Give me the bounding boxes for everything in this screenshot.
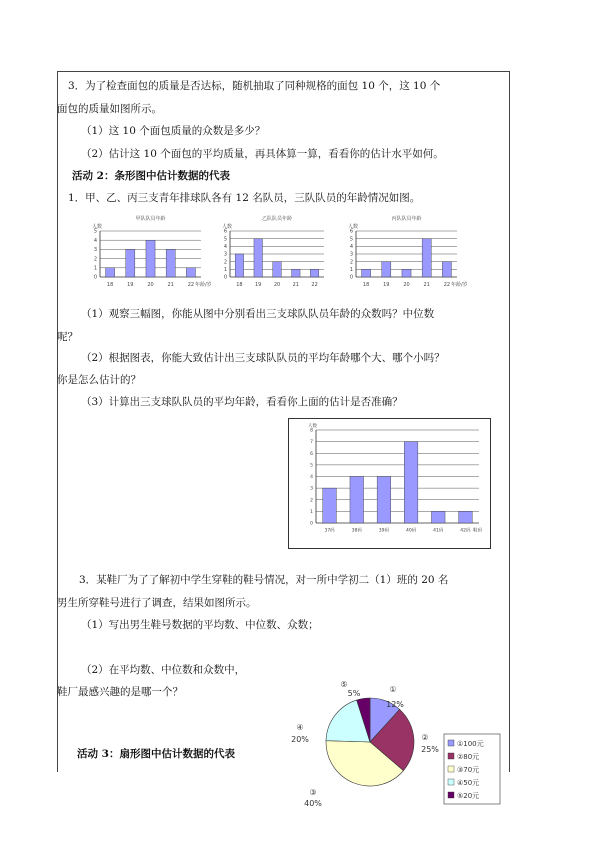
chart-title: 丙队队员年龄 — [391, 216, 422, 222]
activity2-q1a: （1）观察三幅图，你能从图中分别看出三支球队队员年龄的众数吗？中位数 — [81, 308, 435, 320]
legend-swatch — [448, 753, 454, 759]
chart-title: 甲队队员年龄 — [135, 216, 166, 222]
chart-team-c — [346, 213, 471, 293]
slice-label: ② — [421, 733, 429, 742]
bar — [310, 269, 318, 277]
activity2-q2b: 你是怎么估计的？ — [57, 374, 141, 386]
slice-percent: 25% — [421, 745, 439, 754]
activity3-title: 活动 3：扇形图中估计数据的代表 — [77, 748, 235, 760]
activity2-intro: 1．甲、乙、丙三支青年排球队各有 12 名队员，三队队员的年龄情况如图。 — [68, 192, 421, 204]
x-tick-label: 19 — [255, 282, 262, 288]
x-tick-label: 20 — [403, 282, 410, 288]
x-axis-label: 鞋码 — [473, 528, 482, 534]
q3-sub2: （2）估计这 10 个面包的平均质量，再具体算一算，看看你的估计水平如何。 — [81, 148, 444, 160]
shoe-intro2: 男生所穿鞋号进行了调查，结果如图所示。 — [57, 597, 257, 609]
legend-label: ③70元 — [457, 766, 480, 774]
x-tick-label: 41码 — [433, 528, 444, 534]
chart-team-b — [220, 213, 332, 293]
y-tick-label: 2 — [93, 256, 97, 263]
y-tick-label: 8 — [310, 428, 313, 434]
y-tick-label: 3 — [93, 247, 97, 254]
q3-line1: 3．为了检查面包的质量是否达标，随机抽取了同种规格的面包 10 个，这 10 个 — [68, 80, 441, 92]
activity2-q3: （3）计算出三支球队队员的平均年龄，看看你上面的估计是否准确？ — [81, 396, 403, 408]
y-axis-label: 人数 — [92, 224, 103, 230]
bar — [166, 249, 175, 277]
bar — [146, 240, 155, 277]
bar — [404, 442, 418, 523]
x-tick-label: 22 — [187, 282, 195, 288]
shoe-sub2b: 鞋厂最感兴趣的是哪一个？ — [57, 686, 183, 698]
x-tick-label: 21 — [292, 282, 299, 288]
x-tick-label: 40码 — [405, 528, 417, 534]
chart-title: 乙队队员年龄 — [261, 216, 293, 222]
slice-percent: 5% — [347, 689, 361, 698]
y-tick-label: 0 — [349, 274, 353, 281]
chart-price-pie — [280, 672, 505, 810]
y-axis-label: 人数 — [348, 224, 359, 230]
shoe-intro1: 3．某鞋厂为了了解初中学生穿鞋的鞋号情况，对一所中学初二（1）班的 20 名 — [79, 574, 449, 586]
y-tick-label: 5 — [223, 236, 227, 243]
bar — [431, 511, 445, 523]
legend-swatch — [448, 766, 454, 772]
chart-shoe-sizes — [288, 418, 491, 549]
x-tick-label: 22 — [311, 282, 318, 288]
legend-swatch — [448, 740, 454, 746]
x-tick-label: 21 — [167, 282, 174, 288]
slice-label: ⑤ — [340, 680, 348, 689]
activity2-title: 活动 2：条形图中估计数据的代表 — [72, 170, 230, 182]
bar — [422, 239, 431, 277]
x-tick-label: 19 — [127, 282, 134, 288]
y-tick-label: 4 — [310, 475, 313, 480]
activity2-q2a: （2）根据图表，你能大致估计出三支球队队员的平均年龄哪个大、哪个小吗？ — [81, 352, 445, 364]
legend-label: ①100元 — [457, 740, 484, 748]
y-tick-label: 5 — [349, 236, 353, 243]
legend-label: ②80元 — [457, 753, 480, 761]
x-tick-label: 18 — [106, 282, 114, 288]
y-tick-label: 0 — [310, 521, 313, 527]
y-tick-label: 4 — [349, 244, 353, 250]
slice-percent: 40% — [304, 799, 322, 808]
x-tick-label: 20 — [273, 282, 281, 288]
x-tick-label: 42码 — [460, 528, 471, 534]
bar — [362, 269, 371, 277]
y-tick-label: 3 — [349, 251, 353, 258]
bar — [106, 268, 115, 277]
x-tick-label: 20 — [147, 282, 154, 288]
y-tick-label: 2 — [349, 259, 353, 266]
bar — [382, 262, 391, 277]
y-tick-label: 6 — [310, 451, 313, 457]
y-tick-label: 4 — [223, 244, 227, 250]
slice-percent: 20% — [291, 735, 309, 744]
x-tick-label: 37码 — [324, 528, 335, 534]
x-tick-label: 18 — [362, 282, 370, 288]
bar — [350, 477, 364, 524]
y-axis-label: 人数 — [308, 424, 317, 429]
x-tick-label: 39码 — [378, 528, 390, 534]
legend-label: ⑤20元 — [457, 792, 480, 800]
bar — [126, 249, 135, 277]
y-tick-label: 1 — [223, 267, 227, 273]
y-tick-label: 6 — [349, 228, 353, 235]
x-tick-label: 19 — [383, 282, 390, 288]
x-axis-label: 年龄/岁 — [195, 282, 212, 288]
y-tick-label: 0 — [93, 274, 97, 281]
y-tick-label: 0 — [223, 274, 227, 281]
y-tick-label: 1 — [93, 265, 97, 272]
bar — [235, 254, 243, 277]
slice-label: ① — [389, 685, 397, 694]
y-tick-label: 1 — [349, 267, 353, 273]
legend-swatch — [448, 792, 454, 798]
shoe-sub1: （1）写出男生鞋号数据的平均数、中位数、众数； — [81, 619, 319, 631]
y-tick-label: 7 — [310, 440, 313, 446]
bar — [273, 262, 281, 277]
bar — [459, 511, 473, 523]
y-tick-label: 6 — [223, 228, 227, 235]
y-tick-label: 3 — [310, 486, 313, 492]
x-tick-label: 18 — [236, 282, 243, 288]
y-tick-label: 5 — [310, 463, 313, 469]
legend-swatch — [448, 779, 454, 785]
y-tick-label: 2 — [223, 259, 227, 266]
q3-sub1: （1）这 10 个面包质量的众数是多少？ — [81, 125, 266, 137]
shoe-sub2a: （2）在平均数、中位数和众数中， — [81, 664, 246, 676]
x-tick-label: 38码 — [351, 528, 362, 534]
bar — [377, 477, 391, 524]
q3-line2: 面包的质量如图所示。 — [57, 103, 162, 115]
y-tick-label: 2 — [310, 498, 313, 504]
bar — [254, 239, 262, 277]
y-tick-label: 5 — [93, 228, 97, 235]
y-axis-label: 人数 — [222, 224, 233, 230]
bar — [323, 488, 337, 523]
activity2-q1b: 呢？ — [57, 331, 78, 343]
bar — [442, 262, 451, 277]
chart-team-a — [90, 213, 215, 293]
y-tick-label: 3 — [223, 251, 227, 258]
slice-label: ④ — [296, 723, 304, 732]
slice-label: ③ — [309, 788, 317, 797]
bar — [402, 269, 411, 277]
y-tick-label: 4 — [93, 237, 97, 244]
x-axis-label: 年龄/岁 — [451, 282, 468, 288]
bar — [292, 269, 300, 277]
slice-percent: 12% — [386, 700, 404, 709]
y-tick-label: 1 — [310, 509, 313, 515]
x-tick-label: 22 — [443, 282, 451, 288]
x-tick-label: 21 — [423, 282, 430, 288]
legend-label: ④50元 — [457, 779, 480, 787]
bar — [186, 268, 195, 277]
